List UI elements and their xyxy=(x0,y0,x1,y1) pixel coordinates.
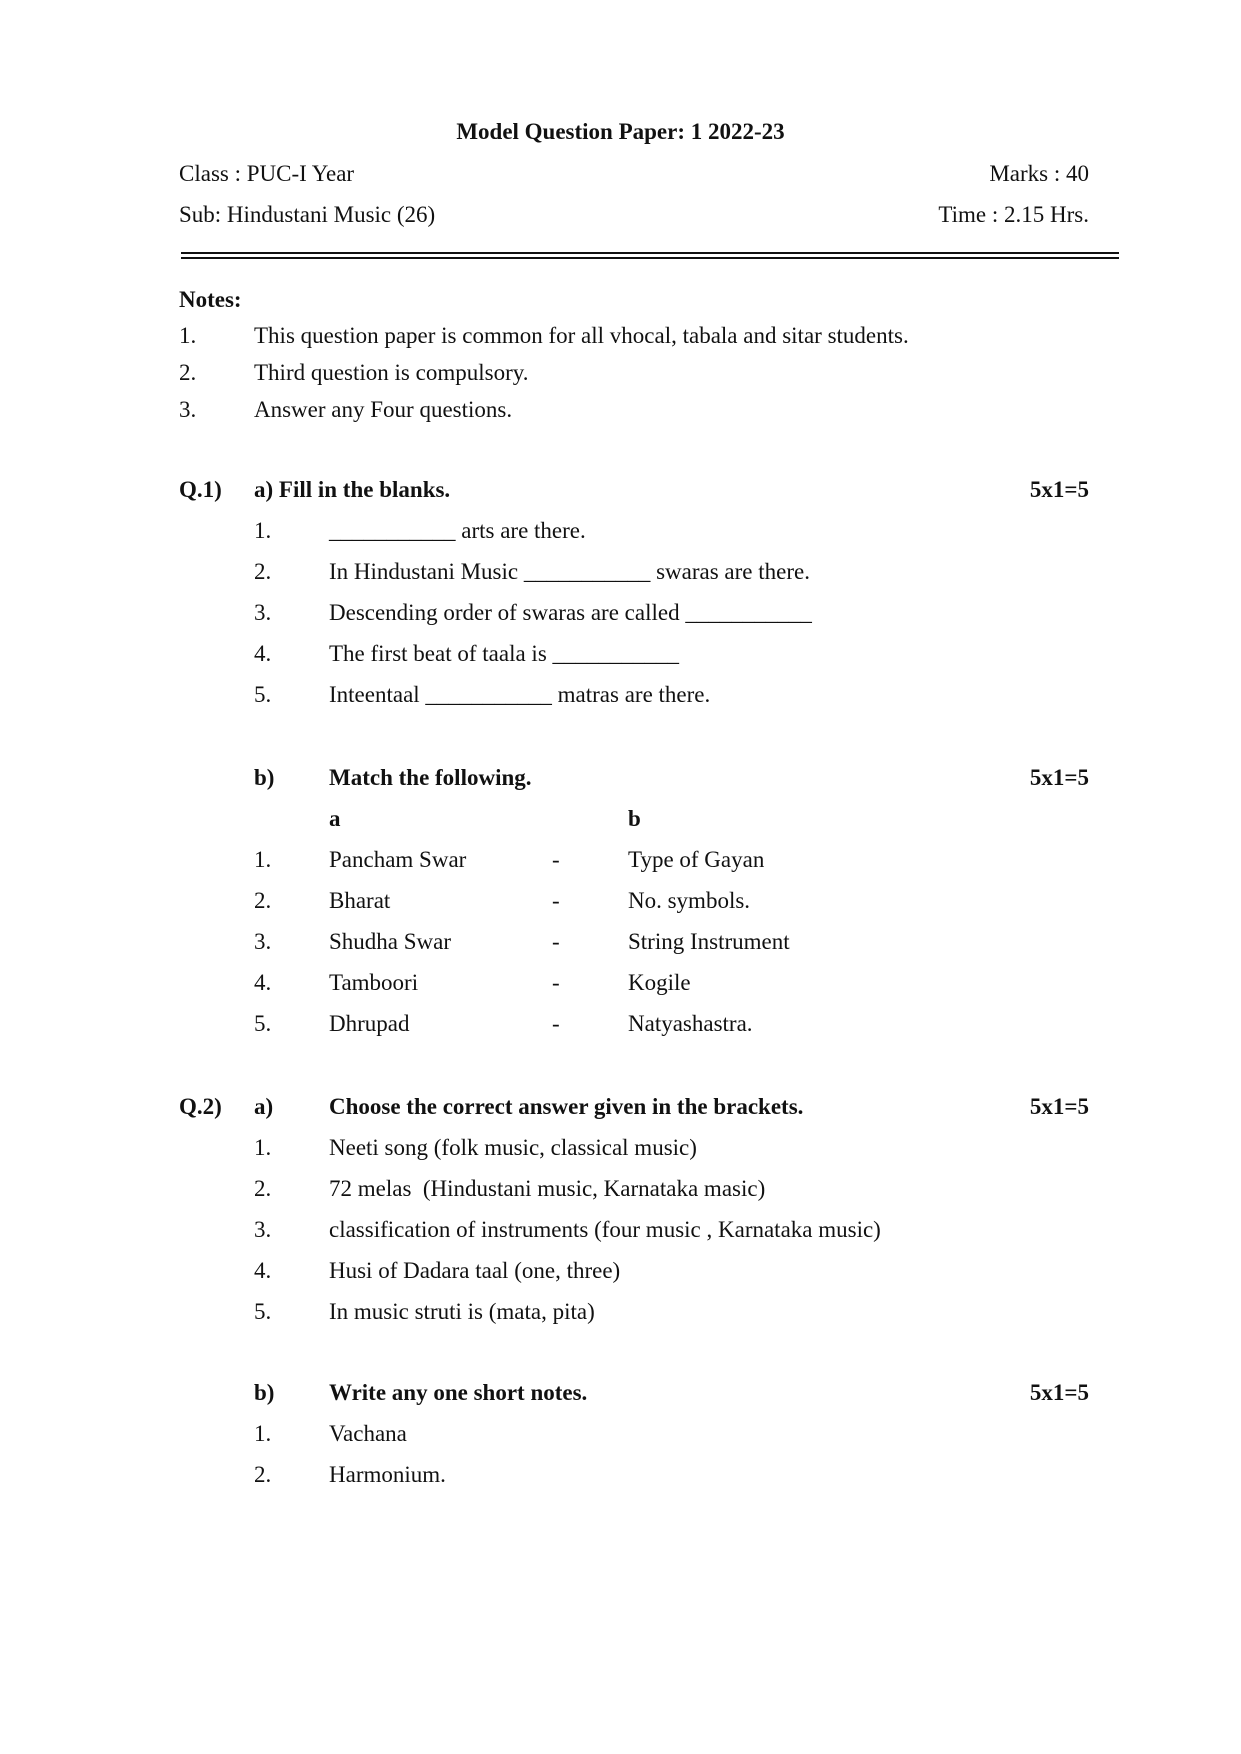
item-number: 1. xyxy=(254,518,272,543)
question-1b-marks: 5x1=5 xyxy=(1029,765,1089,790)
match-row-number: 2. xyxy=(254,888,272,913)
class-label: Class : PUC-I Year xyxy=(179,161,355,186)
item-number: 2. xyxy=(254,1462,272,1487)
item-number: 2. xyxy=(254,1176,272,1201)
question-1b-heading: Match the following. xyxy=(329,765,532,790)
match-row-number: 5. xyxy=(254,1011,272,1036)
choice-item: In music struti is (mata, pita) xyxy=(329,1299,595,1324)
question-1a-heading: a) Fill in the blanks. xyxy=(254,477,451,502)
note-text: Third question is compulsory. xyxy=(254,360,529,385)
choice-item: 72 melas (Hindustani music, Karnataka masic) xyxy=(329,1176,766,1201)
match-row-b: Natyashastra. xyxy=(628,1011,753,1036)
match-row-number: 3. xyxy=(254,929,272,954)
fill-blank-item: In Hindustani Music ___________ swaras are there. xyxy=(329,559,810,584)
header-divider-bottom xyxy=(181,257,1119,259)
page-title: Model Question Paper: 1 2022-23 xyxy=(456,119,785,144)
match-row-dash: - xyxy=(552,847,560,872)
match-column-a-header: a xyxy=(329,806,341,831)
choice-item: classification of instruments (four music , Karnataka music) xyxy=(329,1217,881,1242)
match-row-number: 1. xyxy=(254,847,272,872)
fill-blank-item: Inteentaal ___________ matras are there. xyxy=(329,682,711,707)
match-column-b-header: b xyxy=(628,806,641,831)
fill-blank-item: Descending order of swaras are called ___________ xyxy=(329,600,812,625)
item-number: 5. xyxy=(254,1299,272,1324)
question-1-label: Q.1) xyxy=(179,477,222,502)
item-number: 2. xyxy=(254,559,272,584)
item-number: 1. xyxy=(254,1421,272,1446)
match-row-a: Tamboori xyxy=(329,970,419,995)
header-divider-top xyxy=(181,252,1119,254)
fill-blank-item: The first beat of taala is ___________ xyxy=(329,641,680,666)
choice-item: Husi of Dadara taal (one, three) xyxy=(329,1258,621,1283)
item-number: 3. xyxy=(254,1217,272,1242)
item-number: 4. xyxy=(254,1258,272,1283)
match-row-b: Kogile xyxy=(628,970,691,995)
question-2b-heading: Write any one short notes. xyxy=(329,1380,588,1405)
short-note-item: Vachana xyxy=(329,1421,407,1446)
match-row-number: 4. xyxy=(254,970,272,995)
match-row-a: Dhrupad xyxy=(329,1011,410,1036)
match-row-dash: - xyxy=(552,929,560,954)
question-2a-heading: Choose the correct answer given in the brackets. xyxy=(329,1094,804,1119)
match-row-a: Bharat xyxy=(329,888,391,913)
match-row-dash: - xyxy=(552,1011,560,1036)
note-number: 1. xyxy=(179,323,197,348)
time-label: Time : 2.15 Hrs. xyxy=(938,202,1089,227)
question-2b-marks: 5x1=5 xyxy=(1029,1380,1089,1405)
note-number: 3. xyxy=(179,397,197,422)
item-number: 3. xyxy=(254,600,272,625)
match-row-dash: - xyxy=(552,970,560,995)
question-2a-label: a) xyxy=(254,1094,274,1119)
match-row-b: String Instrument xyxy=(628,929,790,954)
fill-blank-item: ___________ arts are there. xyxy=(329,518,586,543)
note-text: This question paper is common for all vhocal, tabala and sitar students. xyxy=(254,323,909,348)
subject-label: Sub: Hindustani Music (26) xyxy=(179,202,436,227)
question-2b-label: b) xyxy=(254,1380,275,1405)
question-1a-marks: 5x1=5 xyxy=(1029,477,1089,502)
note-number: 2. xyxy=(179,360,197,385)
notes-heading: Notes: xyxy=(179,287,242,312)
match-row-dash: - xyxy=(552,888,560,913)
match-row-b: No. symbols. xyxy=(628,888,751,913)
question-2a-marks: 5x1=5 xyxy=(1029,1094,1089,1119)
item-number: 5. xyxy=(254,682,272,707)
short-note-item: Harmonium. xyxy=(329,1462,446,1487)
choice-item: Neeti song (folk music, classical music) xyxy=(329,1135,697,1160)
match-row-b: Type of Gayan xyxy=(628,847,765,872)
match-row-a: Shudha Swar xyxy=(329,929,452,954)
item-number: 1. xyxy=(254,1135,272,1160)
item-number: 4. xyxy=(254,641,272,666)
note-text: Answer any Four questions. xyxy=(254,397,513,422)
match-row-a: Pancham Swar xyxy=(329,847,467,872)
marks-label: Marks : 40 xyxy=(989,161,1089,186)
question-1b-label: b) xyxy=(254,765,275,790)
question-2-label: Q.2) xyxy=(179,1094,222,1119)
